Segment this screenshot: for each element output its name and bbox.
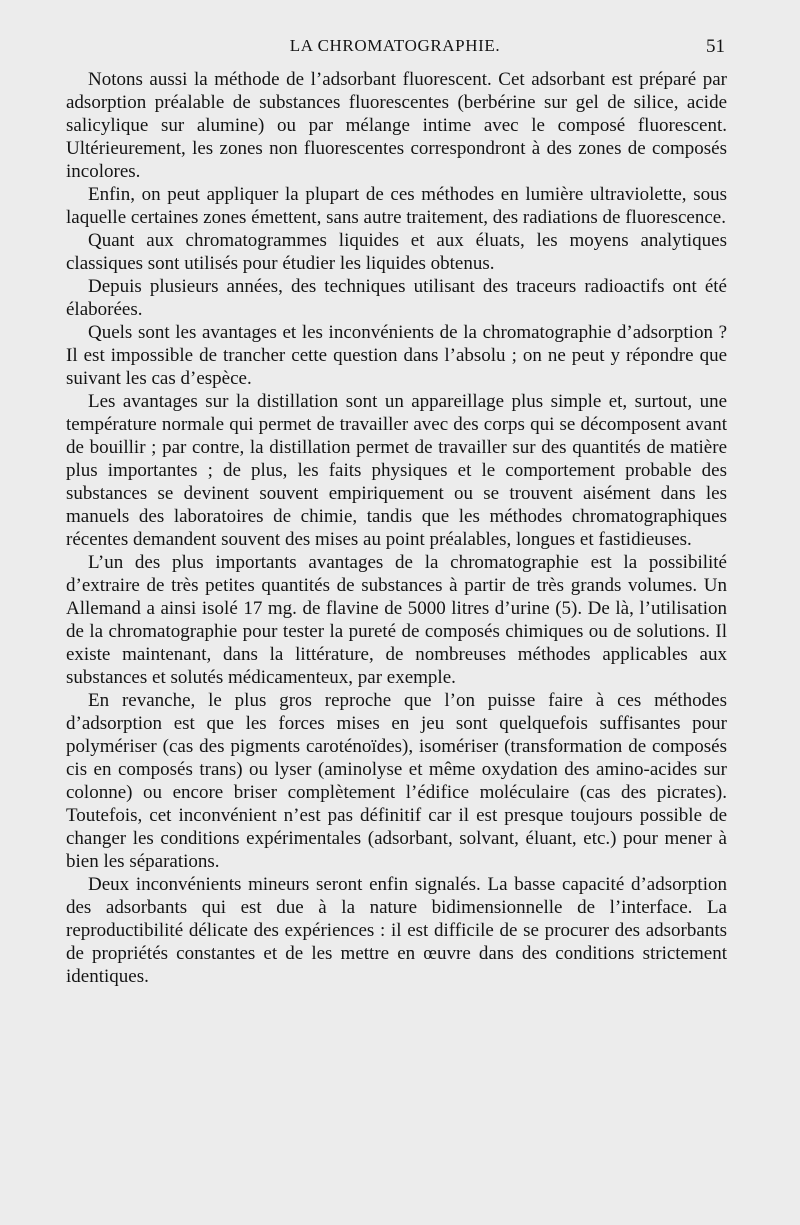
running-title: LA CHROMATOGRAPHIE. xyxy=(289,36,501,55)
paragraph-radioactive-tracers: Depuis plusieurs années, des techniques utilisant des traceurs radioactifs ont été élaborées. xyxy=(66,276,727,320)
page-number: 51 xyxy=(706,36,725,57)
paragraph-advantages-distillation: Les avantages sur la distillation sont un appareillage plus simple et, surtout, une température normale qui permet de travailler avec des corps qui se décomposent avant de bouillir ; par contre, la distillation permet de travailler sur des quantités de matière plus importantes ; de plus, les faits physiques et le comportement probable des substances se devinent souvent empiriquement ou se trouvent aisément dans les manuels des laboratoires de chimie, tandis que les méthodes chromatographiques récentes demandent souvent des mises au point préalables, longues et fastidieuses. xyxy=(66,391,727,550)
body-text xyxy=(66,68,727,988)
paragraph-fluorescent-adsorbent: Notons aussi la méthode de l’adsorbant fluorescent. Cet adsorbant est préparé par adsorption préalable de substances fluorescentes (berbérine sur gel de silice, acide salicylique sur alumine) ou par mélange intime avec le composé fluorescent. Ultérieurement, les zones non fluorescentes correspondront à des zones de composés incolores. xyxy=(66,69,727,182)
paragraph-ultraviolet: Enfin, on peut appliquer la plupart de ces méthodes en lumière ultraviolette, sous laquelle certaines zones émettent, sans autre traitement, des radiations de fluorescence. xyxy=(66,184,727,228)
paragraph-liquid-chromatograms: Quant aux chromatogrammes liquides et aux éluats, les moyens analytiques classiques sont utilisés pour étudier les liquides obtenus. xyxy=(66,230,727,274)
running-head xyxy=(0,34,800,60)
paragraph-main-drawback: En revanche, le plus gros reproche que l’on puisse faire à ces méthodes d’adsorption est que les forces mises en jeu sont quelquefois suffisantes pour polymériser (cas des pigments caroténoïdes), isomériser (transformation de composés cis en composés trans) ou lyser (aminolyse et même oxydation des amino-acides sur colonne) ou encore briser complètement l’édifice moléculaire (cas des picrates). Toutefois, cet inconvénient n’est pas définitif car il est presque toujours possible de changer les conditions expérimentales (adsorbant, solvant, éluant, etc.) pour mener à bien les séparations. xyxy=(66,690,727,872)
paragraph-minor-drawbacks: Deux inconvénients mineurs seront enfin signalés. La basse capacité d’adsorption des adsorbants qui est due à la nature bidimensionnelle de l’interface. La reproductibilité délicate des expériences : il est difficile de se procurer des adsorbants de propriétés constantes et de les mettre en œuvre dans des conditions strictement identiques. xyxy=(66,874,727,987)
paragraph-small-quantities: L’un des plus importants avantages de la chromatographie est la possibilité d’extraire de très petites quantités de substances à partir de très grands volumes. Un Allemand a ainsi isolé 17 mg. de flavine de 5000 litres d’urine (5). De là, l’utilisation de la chromatographie pour tester la pureté de composés chimiques ou de solutions. Il existe maintenant, dans la littérature, de nombreuses méthodes applicables aux substances et solutés médicamenteux, par exemple. xyxy=(66,552,727,688)
paragraph-advantages-question: Quels sont les avantages et les inconvénients de la chromatographie d’adsorption ? Il est impossible de trancher cette question dans l’absolu ; on ne peut y répondre que suivant les cas d’espèce. xyxy=(66,322,727,389)
